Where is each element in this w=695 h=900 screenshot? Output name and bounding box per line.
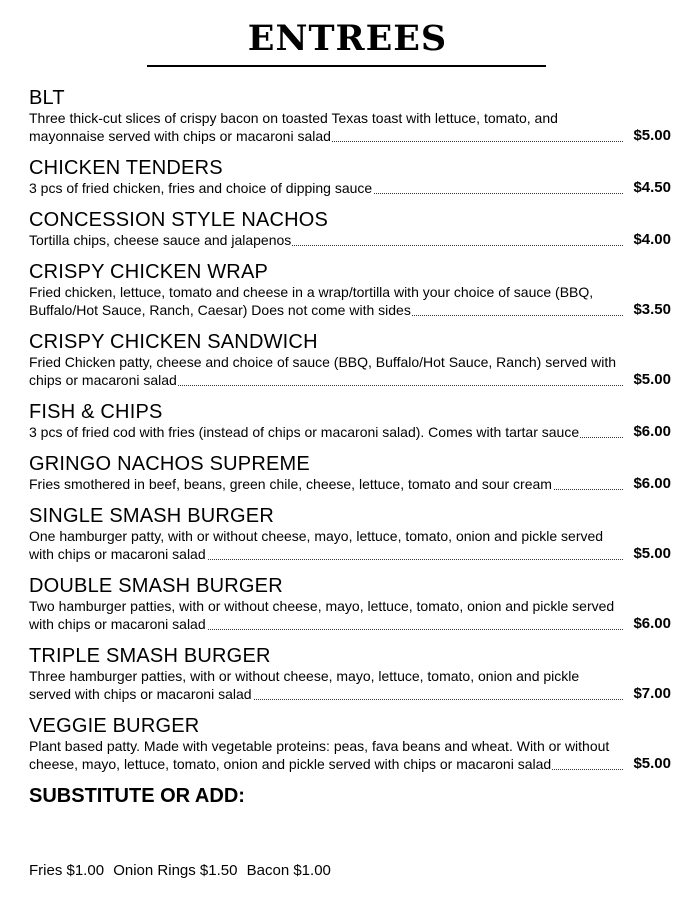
item-price: $5.00 <box>633 755 671 772</box>
item-name: TRIPLE SMASH BURGER <box>29 645 271 667</box>
title-divider <box>147 65 546 67</box>
menu-item <box>29 505 671 563</box>
menu-item <box>29 715 671 773</box>
item-price: $6.00 <box>633 615 671 632</box>
menu-item <box>29 261 671 319</box>
item-description: Three thick-cut slices of crispy bacon on toasted Texas toast with lettuce, tomato, and mayonnaise served with chips or macaroni salad <box>29 110 558 144</box>
item-price: $5.00 <box>633 371 671 388</box>
item-name: VEGGIE BURGER <box>29 715 200 737</box>
item-description: Two hamburger patties, with or without cheese, mayo, lettuce, tomato, onion and pickle served with chips or macaroni salad <box>29 598 615 632</box>
menu-item <box>29 645 671 703</box>
item-price: $5.00 <box>633 545 671 562</box>
item-price: $3.50 <box>633 301 671 318</box>
item-price: $4.50 <box>633 179 671 196</box>
item-name: BLT <box>29 87 65 109</box>
item-description: Fries smothered in beef, beans, green chile, cheese, lettuce, tomato and sour cream <box>29 476 552 492</box>
addon-onion-rings: Onion Rings $1.50 <box>113 862 238 879</box>
item-description: Fried Chicken patty, cheese and choice of sauce (BBQ, Buffalo/Hot Sauce, Ranch) served with chips or macaroni salad <box>29 354 617 388</box>
item-name: FISH & CHIPS <box>29 401 163 423</box>
menu-item <box>29 453 671 493</box>
substitute-header: SUBSTITUTE OR ADD: <box>29 785 245 807</box>
item-name: GRINGO NACHOS SUPREME <box>29 453 310 475</box>
item-price: $7.00 <box>633 685 671 702</box>
menu-item <box>29 575 671 633</box>
item-name: CONCESSION STYLE NACHOS <box>29 209 329 231</box>
page-title: ENTREES <box>247 18 448 59</box>
item-price: $5.00 <box>633 127 671 144</box>
item-description: Plant based patty. Made with vegetable proteins: peas, fava beans and wheat. With or without cheese, mayo, lettuce, tomato, onion and pickle served with chips or macaroni salad <box>29 738 610 772</box>
item-price: $6.00 <box>633 423 671 440</box>
menu-item <box>29 331 671 389</box>
item-description: Three hamburger patties, with or without cheese, mayo, lettuce, tomato, onion and pickle served with chips or macaroni salad <box>29 668 580 702</box>
menu-item <box>29 209 671 249</box>
item-description: Tortilla chips, cheese sauce and jalapenos <box>29 232 292 248</box>
menu-item <box>29 157 671 197</box>
item-description: 3 pcs of fried chicken, fries and choice of dipping sauce <box>29 180 373 196</box>
menu-item <box>29 401 671 441</box>
addon-options <box>29 862 336 879</box>
addon-fries: Fries $1.00 <box>29 862 105 879</box>
menu-item <box>29 87 671 145</box>
item-name: CRISPY CHICKEN SANDWICH <box>29 331 318 353</box>
menu-list <box>29 87 671 807</box>
item-name: SINGLE SMASH BURGER <box>29 505 274 527</box>
item-description: One hamburger patty, with or without cheese, mayo, lettuce, tomato, onion and pickle served with chips or macaroni salad <box>29 528 604 562</box>
addon-bacon: Bacon $1.00 <box>246 862 331 879</box>
item-price: $4.00 <box>633 231 671 248</box>
item-description: Fried chicken, lettuce, tomato and cheese in a wrap/tortilla with your choice of sauce (BBQ, Buffalo/Hot Sauce, Ranch, Caesar) Does not come with sides <box>29 284 594 318</box>
item-name: DOUBLE SMASH BURGER <box>29 575 283 597</box>
item-name: CHICKEN TENDERS <box>29 157 223 179</box>
item-name: CRISPY CHICKEN WRAP <box>29 261 269 283</box>
item-description: 3 pcs of fried cod with fries (instead of chips or macaroni salad). Comes with tartar sauce <box>29 424 580 440</box>
item-price: $6.00 <box>633 475 671 492</box>
